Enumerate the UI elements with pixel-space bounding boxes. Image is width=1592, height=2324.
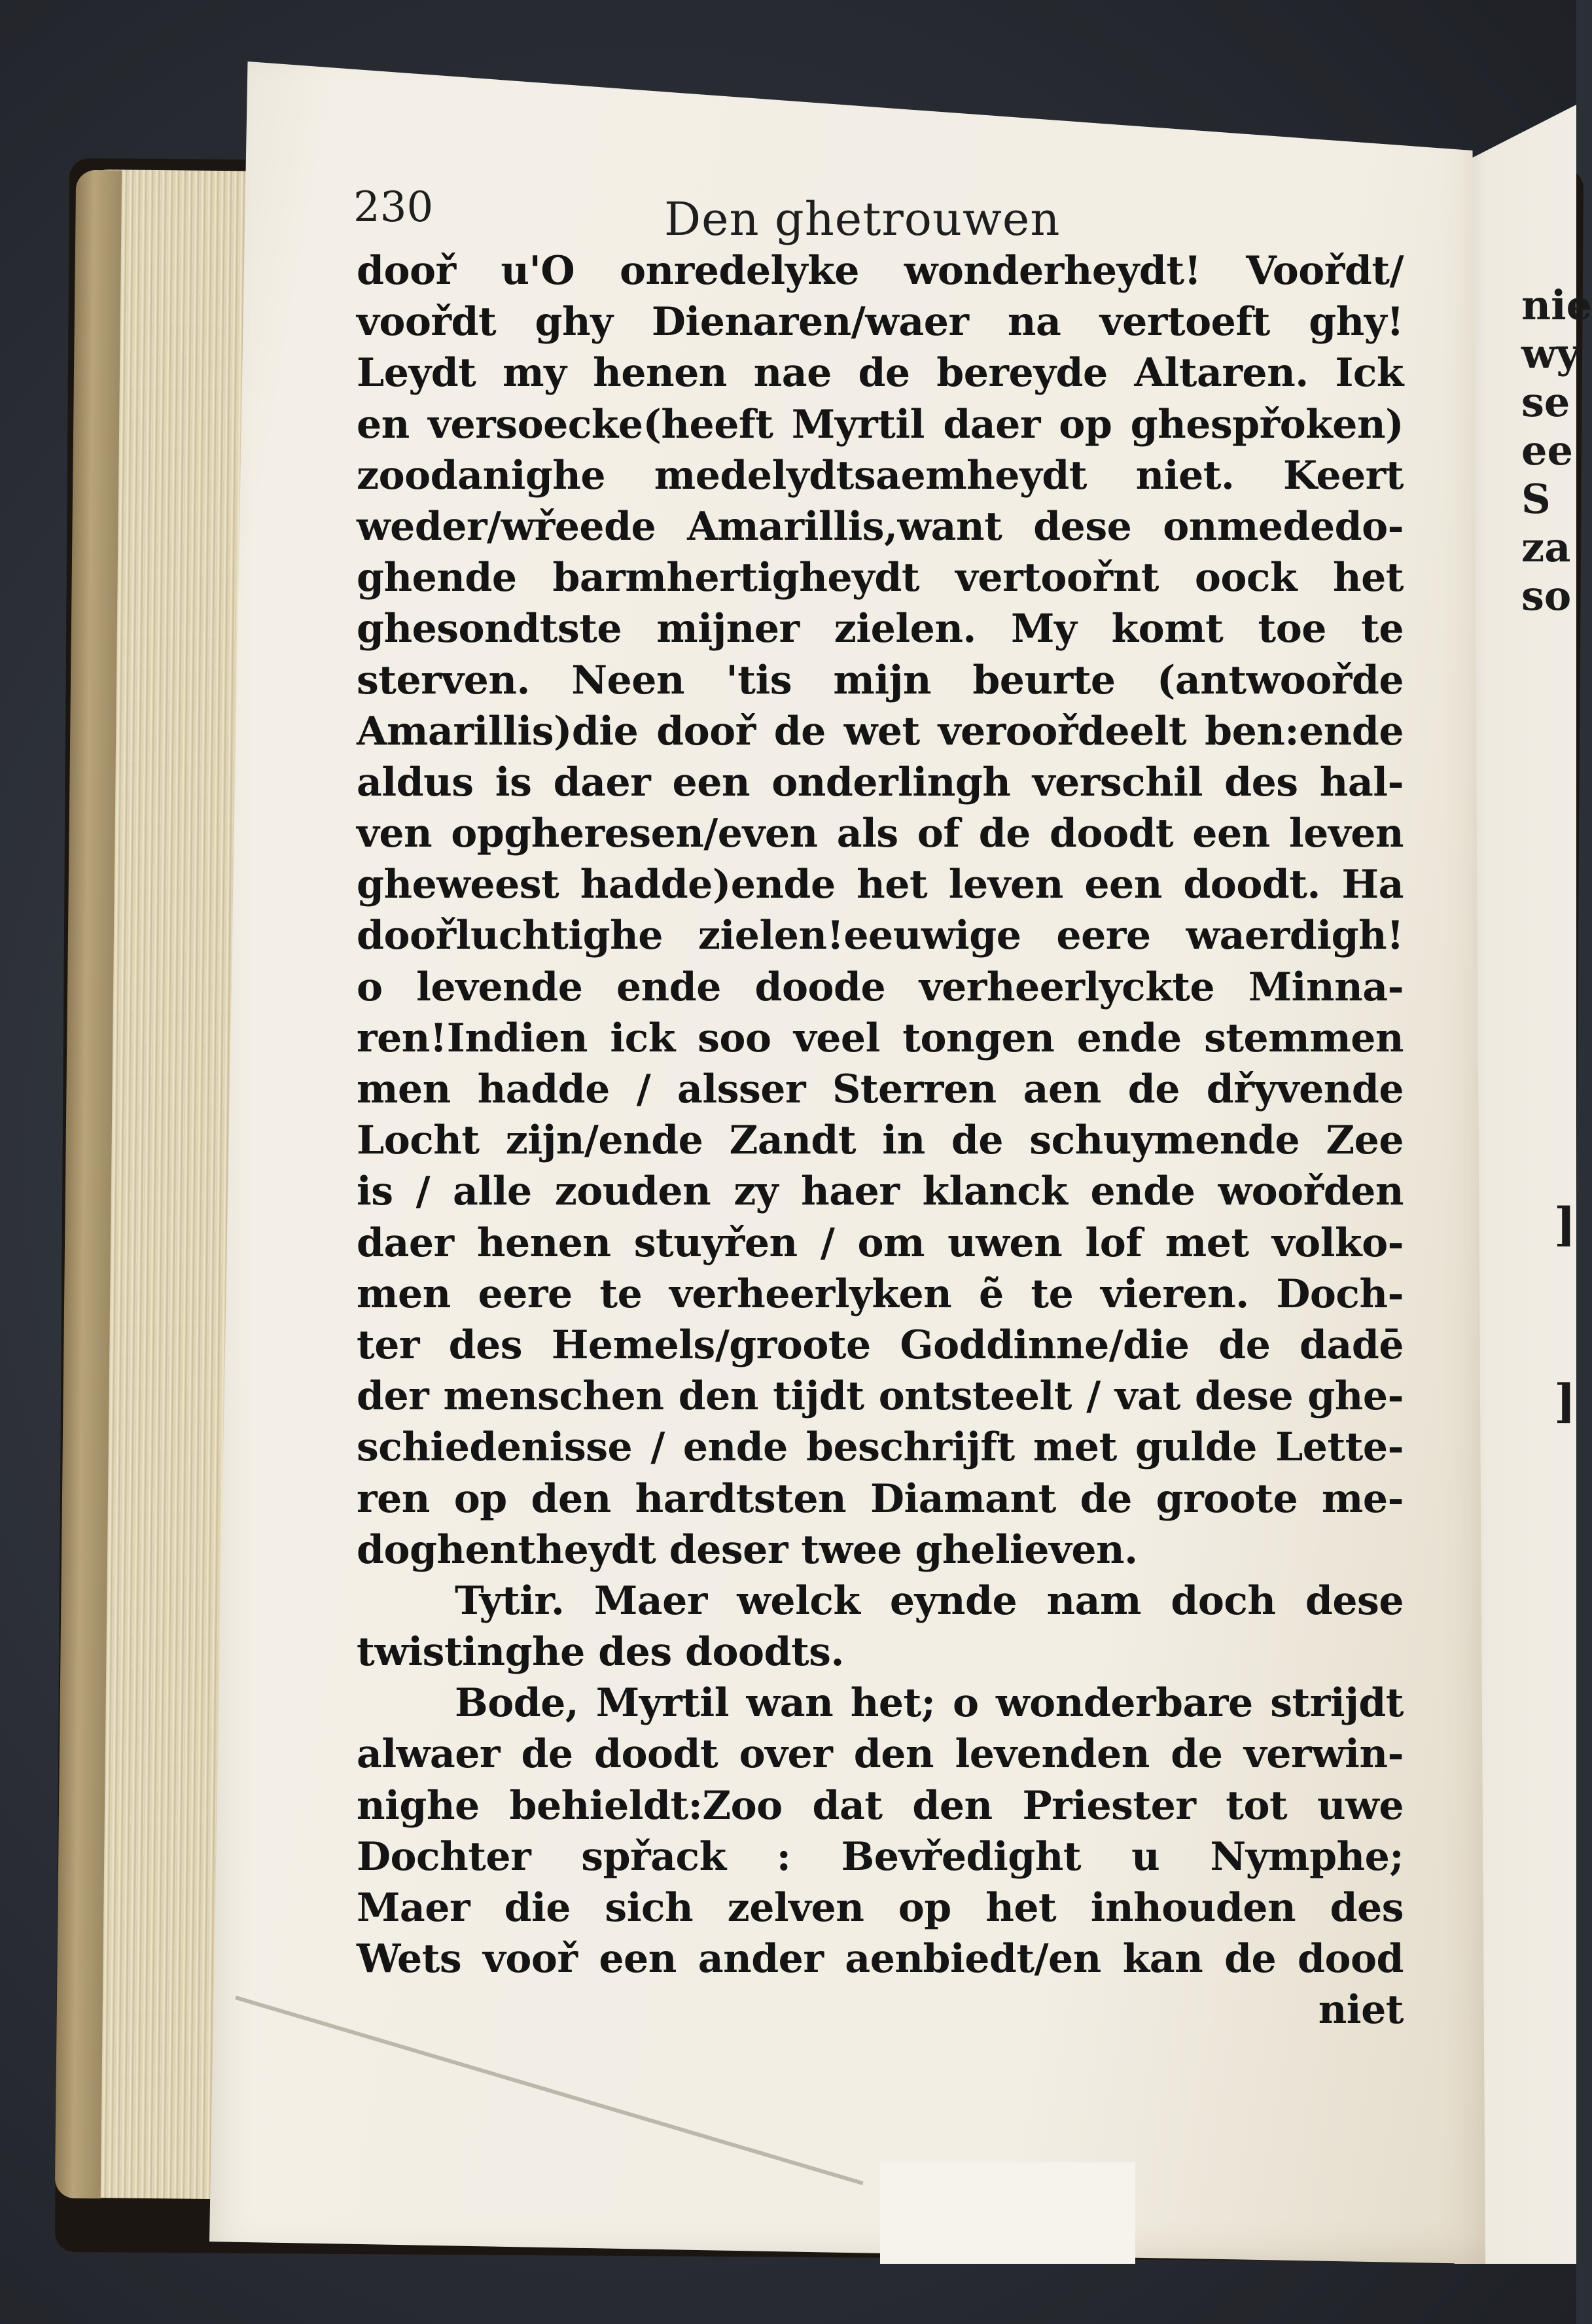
- text-line: schiedenisse / ende beschrijft met gulde Lette‑: [357, 1424, 1404, 1471]
- text-line: ren!Indien ick soo veel tongen ende stemmen: [357, 1015, 1404, 1061]
- text-line: Amarillis)die dooř de wet veroořdeelt ben:ende: [357, 708, 1404, 754]
- facing-page-line: so: [1521, 572, 1572, 620]
- speech-line: Dochter spřack : Bevředight u Nymphe;: [357, 1833, 1404, 1880]
- facing-page-line: S: [1521, 475, 1551, 523]
- facing-page-text: [1521, 281, 1592, 620]
- page-body-text: [357, 245, 1404, 2036]
- text-line: der menschen den tijdt ontsteelt / vat dese ghe‑: [357, 1373, 1404, 1420]
- text-line: men eere te verheerlyken ẽ te vieren. Doch‑: [357, 1271, 1404, 1317]
- text-line: o levende ende doode verheerlyckte Minna‑: [357, 964, 1404, 1010]
- facing-page-line: se: [1521, 378, 1570, 426]
- text-line: ter des Hemels/groote Goddinne/die de dadē: [357, 1322, 1404, 1368]
- text-line: weder/wřeede Amarillis,want dese onmededo‑: [357, 503, 1404, 550]
- text-line: Leydt my henen nae de bereyde Altaren. Ick: [357, 350, 1404, 396]
- speech-line: twistinghe des doodts.: [357, 1629, 844, 1676]
- facing-page-mark: ]: [1554, 1374, 1576, 1428]
- text-line: en versoecke(heeft Myrtil daer op ghespřoken): [357, 401, 1404, 448]
- text-line: ren op den hardtsten Diamant de groote me‑: [357, 1475, 1404, 1522]
- speech-line: [357, 1576, 1404, 1627]
- text-line: doořluchtighe zielen!eeuwige eere waerdigh!: [357, 913, 1404, 959]
- page-header: [353, 183, 1400, 249]
- text-line: zoodanighe medelydtsaemheydt niet. Keert: [357, 452, 1404, 499]
- text-line: daer henen stuyřen / om uwen lof met volko‑: [357, 1220, 1404, 1266]
- text-line: Locht zijn/ende Zandt in de schuymende Zee: [357, 1118, 1404, 1164]
- text-line: ghende barmhertigheydt vertoořnt oock het: [357, 555, 1404, 601]
- text-line: gheweest hadde)ende het leven een doodt. Ha: [357, 862, 1404, 908]
- text-line: ven opgheresen/even als of de doodt een leven: [357, 811, 1404, 857]
- text-line: dooř u'O onredelyke wonderheydt! Voořdt/: [357, 248, 1404, 294]
- facing-page-line: za: [1521, 523, 1571, 571]
- facing-page-line: ee: [1521, 427, 1573, 474]
- speech-line: Maer die sich zelven op het inhouden des: [357, 1885, 1404, 1931]
- facing-page-line: nie: [1521, 281, 1592, 329]
- text-line: is / alle zouden zy haer klanck ende woořden: [357, 1169, 1404, 1215]
- speech-line: Wets vooř een ander aenbiedt/en kan de dood: [357, 1936, 1404, 1982]
- facing-page-line: wy: [1521, 330, 1580, 378]
- text-line: doghentheydt deser twee ghelieven.: [357, 1526, 1138, 1573]
- text-line: aldus is daer een onderlingh verschil des hal‑: [357, 759, 1404, 805]
- speech-text: Maer welck eynde nam doch dese: [593, 1577, 1404, 1624]
- catchword: niet: [1318, 1987, 1404, 2034]
- speaker-name: Tytir.: [455, 1577, 565, 1624]
- text-line: voořdt ghy Dienaren/waer na vertoeft ghy!: [357, 299, 1404, 345]
- speech-line: alwaer de doodt over den levenden de verwin‑: [357, 1731, 1404, 1778]
- facing-page-mark: ]: [1554, 1197, 1576, 1252]
- paper-repair-patch: [880, 2162, 1135, 2264]
- speech-line: nighe behieldt:Zoo dat den Priester tot uwe: [357, 1782, 1404, 1829]
- page-number: 230: [353, 183, 434, 232]
- speech-line: Bode, Myrtil wan het; o wonderbare strijdt: [455, 1680, 1404, 1727]
- text-line: sterven. Neen 'tis mijn beurte (antwoořde: [357, 657, 1404, 703]
- running-head: Den ghetrouwen: [664, 192, 1061, 246]
- text-line: ghesondtste mijner zielen. My komt toe te: [357, 606, 1404, 652]
- text-line: men hadde / alsser Sterren aen de dřyvende: [357, 1066, 1404, 1112]
